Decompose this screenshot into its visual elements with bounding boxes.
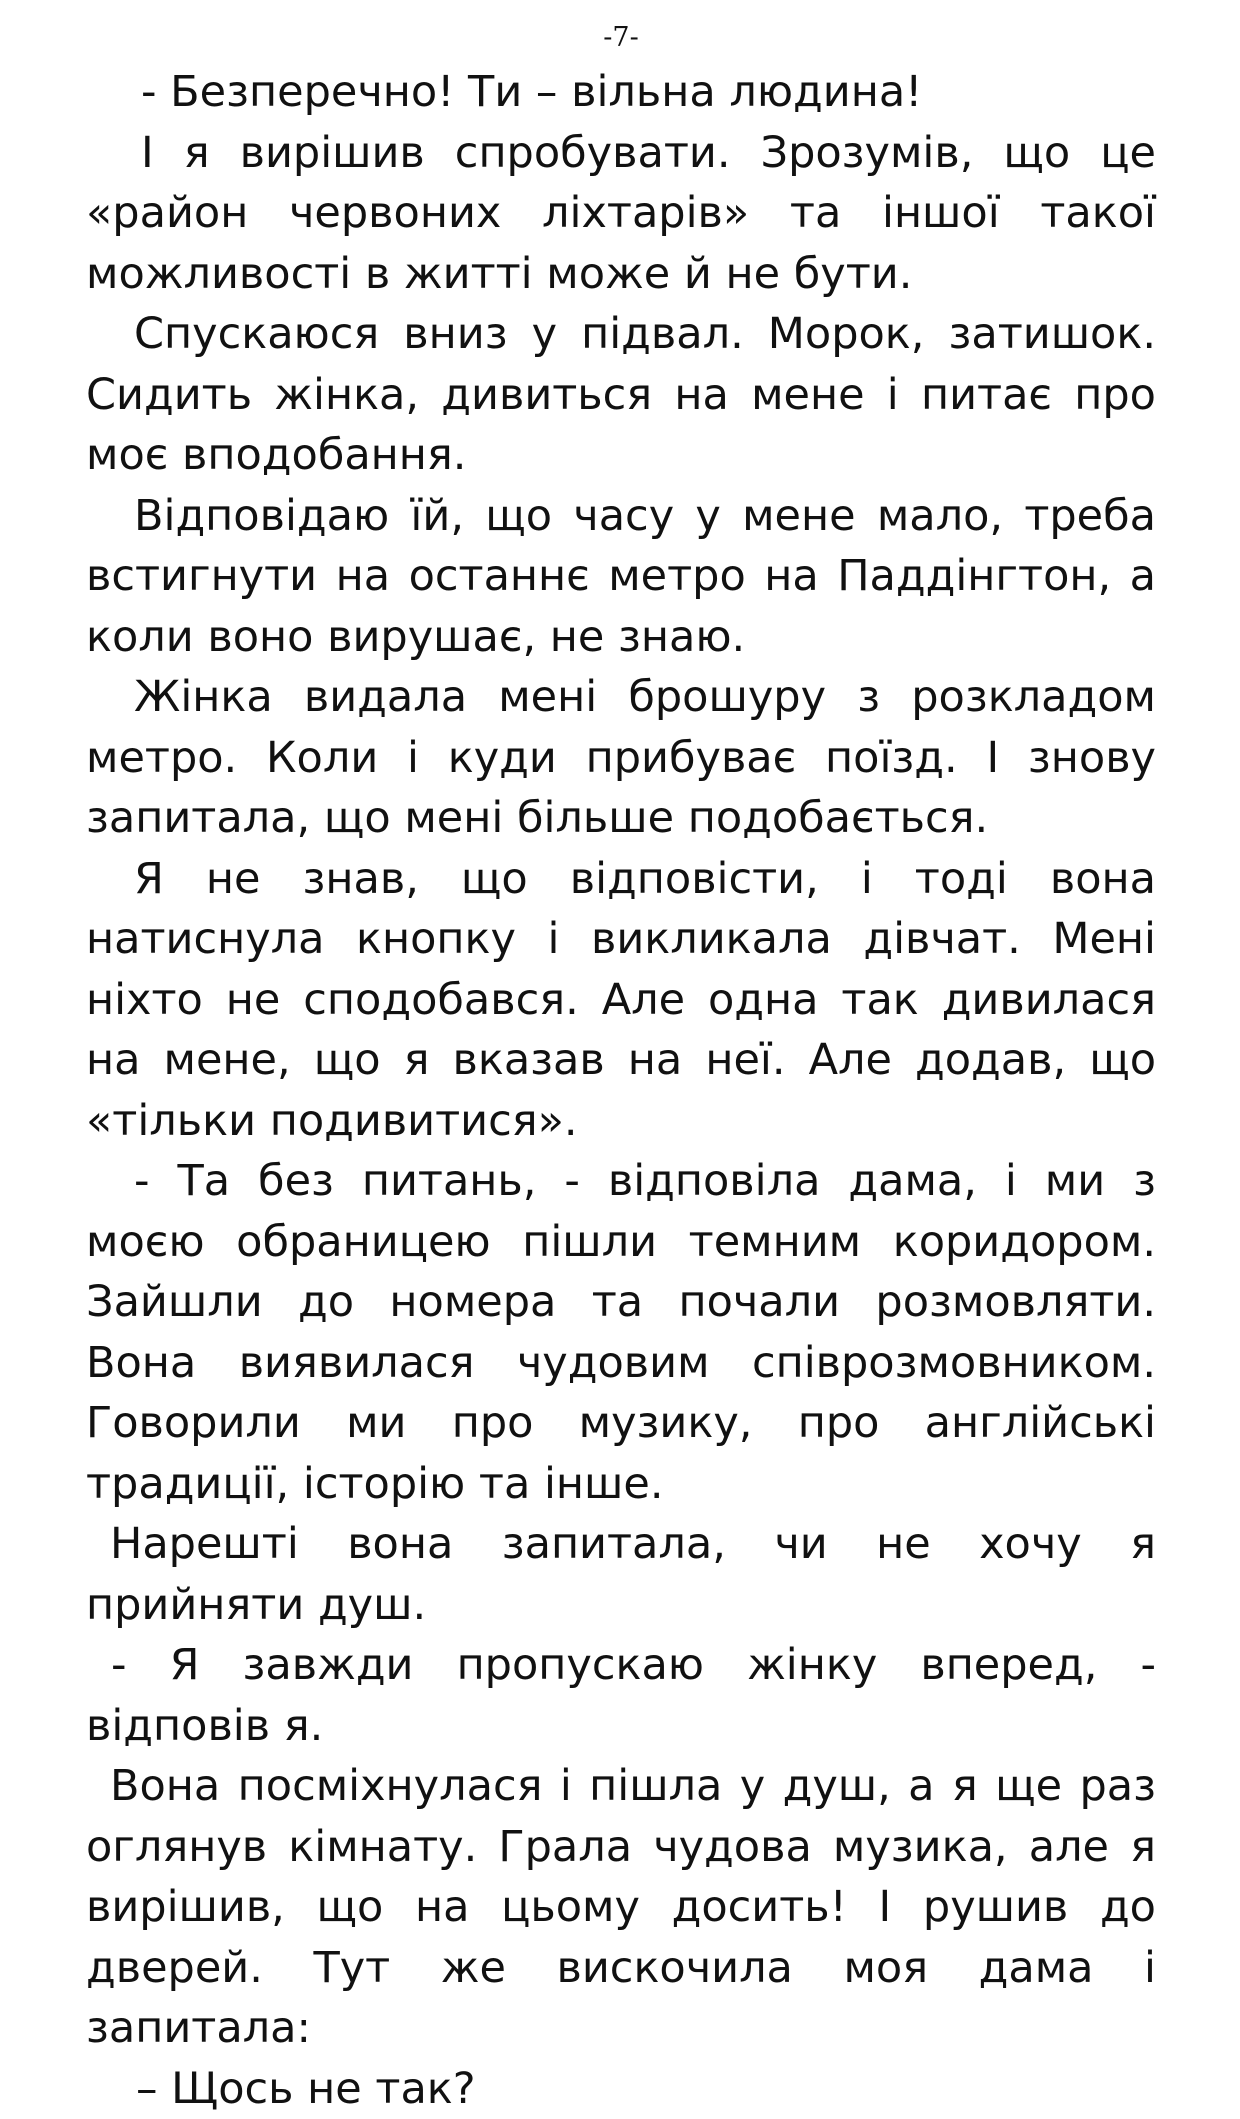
paragraph: Я не знав, що відповісти, і тоді вона натиснула кнопку і викликала дівчат. Мені ніхто не сподобався. Але одна так дивилася на мене, що я вказав на неї. Але додав, що «тільки подивитися». bbox=[86, 849, 1156, 1152]
paragraph: - Та без питань, - відповіла дама, і ми з моєю обраницею пішли темним коридором. Зайшли до номера та почали розмовляти. Вона виявилася чудовим співрозмовником. Говорили ми про музику, про англійські традиції, історію та інше. bbox=[86, 1151, 1156, 1514]
paragraph: – Щось не так? bbox=[86, 2059, 1156, 2119]
paragraph: Вона посміхнулася і пішла у душ, а я ще раз оглянув кімнату. Грала чудова музика, але я вирішив, що на цьому досить! І рушив до дверей. Тут же вискочила моя дама і запитала: bbox=[86, 1756, 1156, 2059]
paragraph: Жінка видала мені брошуру з розкладом метро. Коли і куди прибуває поїзд. І знову запитала, що мені більше подобається. bbox=[86, 667, 1156, 849]
paragraph: Відповідаю їй, що часу у мене мало, треба встигнути на останнє метро на Паддінгтон, а коли воно вирушає, не знаю. bbox=[86, 486, 1156, 668]
paragraph: - Безперечно! Ти – вільна людина! bbox=[86, 62, 1156, 123]
paragraph: І я вирішив спробувати. Зрозумів, що це «район червоних ліхтарів» та іншої такої можливості в житті може й не бути. bbox=[86, 123, 1156, 305]
page-number: -7- bbox=[86, 18, 1156, 58]
paragraph: - Я завжди пропускаю жінку вперед, - відповів я. bbox=[86, 1635, 1156, 1756]
paragraph: Нарешті вона запитала, чи не хочу я прийняти душ. bbox=[86, 1514, 1156, 1635]
book-page bbox=[86, 18, 1156, 2119]
paragraph: Спускаюся вниз у підвал. Морок, затишок. Сидить жінка, дивиться на мене і питає про моє вподобання. bbox=[86, 304, 1156, 486]
